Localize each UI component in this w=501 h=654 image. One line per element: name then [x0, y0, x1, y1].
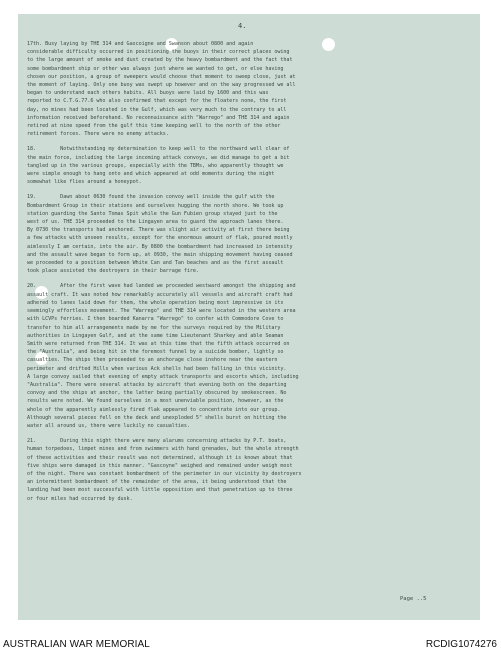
text-line: to the large amount of smoke and dust created by the heavy bombardment and the fact that [27, 57, 293, 64]
text-line: retirement forces. There were no enemy attacks. [27, 131, 169, 138]
paragraph-p18 [27, 145, 453, 186]
text-line: seemingly effortless movement. The "Warrego" and THE 314 were located in the western area [27, 308, 296, 315]
text-line: somewhat like flies around a honeypot. [27, 179, 142, 186]
text-line: a few attacks with unseen results, except for the enormous amount of flak, poured mostly [27, 235, 293, 242]
text-line: adhered to lanes laid down for them, the whole operation being most impressive in its [27, 299, 284, 306]
text-line: landing had been most successful with little opposition and that penetration up to three [27, 487, 293, 494]
text-line: assault craft. It was noted how remarkably accurately all vessels and aircraft craft had [27, 291, 293, 298]
text-line: whole of the apparently aimlessly fired flak appeared to concentrate into our group. [27, 406, 281, 413]
text-line: considerable difficulty occurred in positioning the buoys in their correct places owing [27, 49, 290, 56]
text-line: perimeter and drifted Hills when various Ack shells had been falling in this vicinity. [27, 365, 287, 372]
text-line: information received beforehand. No reconnaissance with "Warrego" and THE 314 and again [27, 114, 290, 121]
text-line: casualties. The ships then proceeded to an anchorage close inshore near the eastern [27, 357, 278, 364]
text-line: transfer to him all arrangements made by me for the surveys required by the Military [27, 324, 281, 331]
text-line: aimlessly I am certain, into the air. By 0800 the bombardment had increased in intensity [27, 243, 293, 250]
text-line: station guarding the Santo Tomas Spit while the Gun Fubien group stayed just to the [27, 210, 278, 217]
text-line: 21. During this night there were many alarums concerning attacks by P.T. boats, [27, 438, 287, 445]
text-line: results were noted. We found ourselves in a most unenviable position, however, as the [27, 398, 284, 405]
text-line: tangled up in the various groups, especially with the TBMs, who apparently thought we [27, 162, 284, 169]
text-line: we proceeded to a position between White Can and Tan beaches and as the first assault [27, 260, 284, 267]
text-line: were simple enough to hang onto and which appeared at odd moments during the night [27, 171, 275, 178]
text-line: west of us. THE 314 proceeded to the Lingayen area to guard the approach lanes there. [27, 219, 284, 226]
text-line: the "Australia", and being hit in the foremost funnel by a suicide bomber, lightly so [27, 349, 284, 356]
text-line: reported to C.T.G.77.6 who also confirmed that except for the floaters none, the first [27, 98, 287, 105]
text-line: A large convoy sailed that evening of empty attack transports and escorts which, including [27, 373, 299, 380]
text-line: Smith were returned from THE 314. It was at this time that the fifth attack occurred on [27, 340, 290, 347]
text-line: water all around us, there were luckily no casualties. [27, 422, 190, 429]
text-line: the main force, including the large incoming attack convoys, we did manage to get a bit [27, 154, 290, 161]
text-line: "Australia". There were several attacks by aircraft that evening both on the departing [27, 381, 287, 388]
text-line: 20. After the first wave had landed we proceeded westward amongst the shipping and [27, 283, 296, 290]
text-line: of these activities and their result was not determined, although it is known about that [27, 454, 293, 461]
text-line: 18. Notwithstanding my determination to keep well to the northward well clear of [27, 146, 290, 153]
text-line: day, no mines had been located in the Gulf, which was very much to the contrary to all [27, 106, 287, 113]
text-line: authorities in Lingayen Gulf, and at the same time Lieutenant Sharkey and able Seaman [27, 332, 284, 339]
text-line: By 0730 the transports had anchored. There was slight air activity at first there being [27, 227, 290, 234]
text-line: took place assisted the destroyers in their barrage fire. [27, 268, 199, 275]
text-line: human torpedoes, limpet mines and from swimmers with hand grenades, but the whole strength [27, 446, 299, 453]
next-page-indicator: Page ..5 [400, 596, 427, 602]
text-line: retired at nine speed from the gulf this time keeping well to the north of the other [27, 123, 281, 130]
archive-source-label: AUSTRALIAN WAR MEMORIAL [3, 639, 150, 650]
text-line: Bombardment Group in their stations and ourselves hugging the north shore. We took up [27, 202, 284, 209]
text-line: the moment of laying. Only one buoy was swept up however and on the way progressed we all [27, 82, 296, 89]
text-line: or four miles had occurred by dusk. [27, 495, 133, 502]
document-body [27, 40, 453, 510]
paragraph-p21 [27, 437, 453, 503]
text-line: an intermittent bombardment of the remainder of the area, it being understood that the [27, 479, 287, 486]
page-number: 4. [238, 22, 247, 30]
text-line: Although several pieces fell on the deck and unexploded 5" shells burst on hitting the [27, 414, 287, 421]
text-line: some bombardment ship or other was always just where we wanted to get, or else having [27, 65, 284, 72]
text-line: convoy and the ships at anchor, the latter being partially obscured by smokescreen. No [27, 390, 287, 397]
text-line: 17th. Busy laying by THE 314 and Gascoigne and Swanson about 0800 and again [27, 41, 254, 47]
text-line: five ships were damaged in this manner. "Gascoyne" weighed and remained under weigh most [27, 462, 293, 469]
paragraph-p20 [27, 282, 453, 430]
archive-record-id: RCDIG1074276 [425, 639, 497, 650]
text-line: began to understand each others habits. All buoys were laid by 1600 and this was [27, 90, 269, 97]
paragraph-p14 [27, 40, 453, 138]
text-line: of the night. There was constant bombardment of the perimeter in our vicinity by destroyers [27, 470, 302, 477]
text-line: and the assault wave began to form up, at 0930, the main shipping movement having ceased [27, 251, 293, 258]
paragraph-p19 [27, 193, 453, 275]
text-line: 19. Dawn about 0630 found the invasion convoy well inside the gulf with the [27, 194, 275, 201]
text-line: with LCVPs ferries. I then boarded Kanarra "Warrego" to confer with Commodore Cove to [27, 316, 284, 323]
text-line: chosen our position, a group of sweepers would choose that moment to sweep close, just at [27, 73, 296, 80]
